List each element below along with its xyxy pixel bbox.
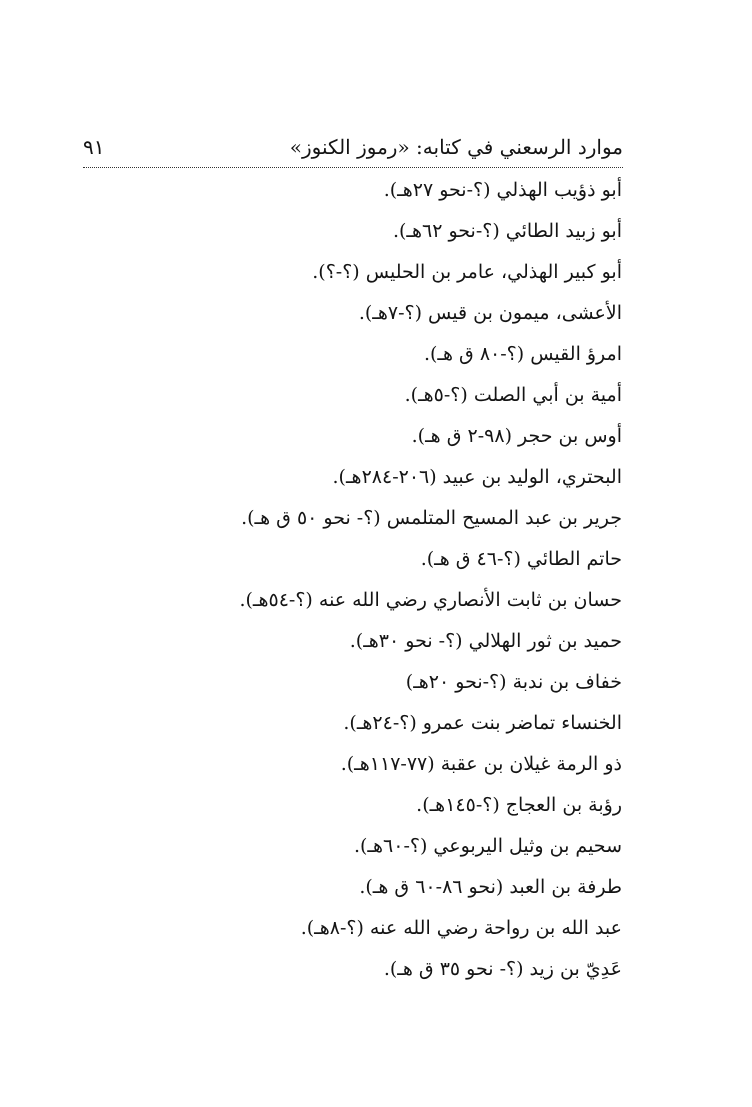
poet-entry: امرؤ القيس (؟-٨٠ ق هـ). [423, 343, 622, 365]
poet-entry: ذو الرمة غيلان بن عقبة (٧٧-١١٧هـ). [340, 753, 622, 775]
running-title: موارد الرسعني في كتابه: «رموز الكنوز» [289, 135, 623, 159]
poet-entry: الخنساء تماضر بنت عمرو (؟-٢٤هـ). [343, 712, 622, 734]
poet-entry: رؤبة بن العجاج (؟-١٤٥هـ). [416, 794, 622, 816]
poet-entry: عبد الله بن رواحة رضي الله عنه (؟-٨هـ). [300, 917, 622, 939]
poet-entry: طرفة بن العبد (نحو ٨٦-٦٠ ق هـ). [359, 876, 622, 898]
poet-entry: جرير بن عبد المسيح المتلمس (؟- نحو ٥٠ ق هـ). [241, 507, 622, 529]
poet-entry: خفاف بن ندبة (؟-نحو ٢٠هـ) [405, 671, 622, 693]
poet-entry: أبو كبير الهذلي، عامر بن الحليس (؟-؟). [312, 261, 622, 283]
header-divider [83, 167, 623, 168]
poet-entry: حاتم الطائي (؟-٤٦ ق هـ). [420, 548, 622, 570]
poet-entry: أبو ذؤيب الهذلي (؟-نحو ٢٧هـ). [383, 179, 622, 201]
poet-list [82, 170, 622, 990]
poet-entry: الأعشى، ميمون بن قيس (؟-٧هـ). [358, 302, 622, 324]
poet-entry: البحتري، الوليد بن عبيد (٢٠٦-٢٨٤هـ). [332, 466, 622, 488]
poet-entry: سحيم بن وثيل اليربوعي (؟-٦٠هـ). [353, 835, 622, 857]
page-header [83, 133, 623, 167]
poet-entry: حميد بن ثور الهلالي (؟- نحو ٣٠هـ). [349, 630, 622, 652]
poet-entry: أمية بن أبي الصلت (؟-٥هـ). [404, 384, 622, 406]
page-number: ٩١ [83, 135, 105, 159]
poet-entry: حسان بن ثابت الأنصاري رضي الله عنه (؟-٥٤هـ). [239, 589, 622, 611]
poet-entry: أبو زبيد الطائي (؟-نحو ٦٢هـ). [392, 220, 622, 242]
poet-entry: أوس بن حجر (٩٨-٢ ق هـ). [411, 425, 622, 447]
poet-entry: عَدِيّ بن زيد (؟- نحو ٣٥ ق هـ). [383, 958, 622, 980]
